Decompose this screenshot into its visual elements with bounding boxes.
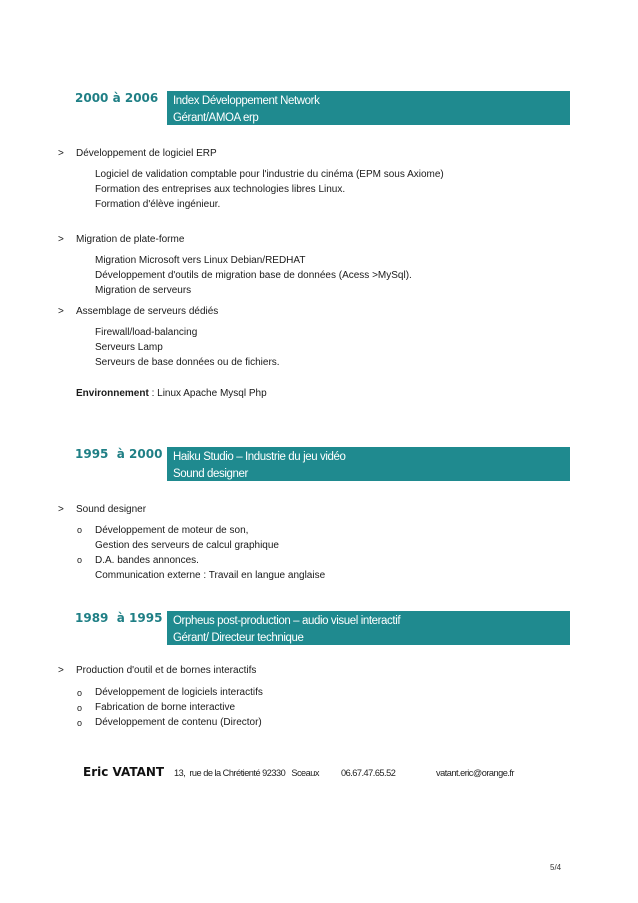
company-name: Index Développement Network xyxy=(173,95,320,107)
job-role: Gérant/AMOA erp xyxy=(173,111,259,124)
period-label: 1989 à 1995 xyxy=(75,611,163,625)
circle-bullet-icon: o xyxy=(77,688,83,698)
footer-phone: 06.67.47.65.52 xyxy=(341,768,396,778)
task-line: D.A. bandes annonces. xyxy=(95,555,199,566)
task-line: Formation des entreprises aux technologies libres Linux. xyxy=(95,184,346,195)
task-group-title: Développement de logiciel ERP xyxy=(76,148,217,159)
footer-address: 13, rue de la Chrétienté 92330 Sceaux xyxy=(174,768,319,778)
task-line: Migration Microsoft vers Linux Debian/REDHAT xyxy=(95,255,306,266)
period-label: 1995 à 2000 xyxy=(75,447,163,461)
page-number: 5/4 xyxy=(550,863,562,872)
circle-bullet-icon: o xyxy=(77,525,83,535)
arrow-bullet-icon: > xyxy=(58,665,64,676)
circle-bullet-icon: o xyxy=(77,718,83,728)
arrow-bullet-icon: > xyxy=(58,504,64,515)
arrow-bullet-icon: > xyxy=(58,234,64,245)
task-line: Gestion des serveurs de calcul graphique xyxy=(95,540,279,551)
company-name: Orpheus post-production – audio visuel interactif xyxy=(173,615,401,627)
environment-line xyxy=(76,386,267,401)
footer-email: vatant.eric@orange.fr xyxy=(436,768,514,778)
circle-bullet-icon: o xyxy=(77,703,83,713)
footer-name: Eric VATANT xyxy=(83,765,165,779)
task-line: Fabrication de borne interactive xyxy=(95,702,236,713)
task-line: Développement d'outils de migration base de données (Acess >MySql). xyxy=(95,270,412,281)
environment-value: : Linux Apache Mysql Php xyxy=(148,388,267,399)
task-group-title: Assemblage de serveurs dédiés xyxy=(76,306,219,317)
job-header-bar xyxy=(167,611,570,645)
task-group-title: Sound designer xyxy=(76,504,147,515)
period-label: 2000 à 2006 xyxy=(75,91,159,105)
job-role: Gérant/ Directeur technique xyxy=(173,631,304,644)
task-line: Serveurs de base données ou de fichiers. xyxy=(95,357,280,368)
job-header-bar xyxy=(167,91,570,125)
task-line: Formation d'élève ingénieur. xyxy=(95,199,221,210)
job-role: Sound designer xyxy=(173,467,248,480)
task-line: Migration de serveurs xyxy=(95,285,192,296)
task-group-title: Production d'outil et de bornes interactifs xyxy=(76,665,257,676)
task-line: Développement de contenu (Director) xyxy=(95,717,262,728)
task-group-title: Migration de plate-forme xyxy=(76,234,185,245)
job-header-bar xyxy=(167,447,570,481)
task-line: Logiciel de validation comptable pour l'industrie du cinéma (EPM sous Axiome) xyxy=(95,169,444,180)
circle-bullet-icon: o xyxy=(77,555,83,565)
arrow-bullet-icon: > xyxy=(58,306,64,317)
task-line: Développement de moteur de son, xyxy=(95,525,249,536)
company-name: Haiku Studio – Industrie du jeu vidéo xyxy=(173,451,346,463)
task-line: Serveurs Lamp xyxy=(95,342,163,353)
task-line: Communication externe : Travail en langue anglaise xyxy=(95,570,326,581)
arrow-bullet-icon: > xyxy=(58,148,64,159)
task-line: Développement de logiciels interactifs xyxy=(95,687,263,698)
task-line: Firewall/load-balancing xyxy=(95,327,198,338)
environment-label: Environnement xyxy=(76,388,149,399)
